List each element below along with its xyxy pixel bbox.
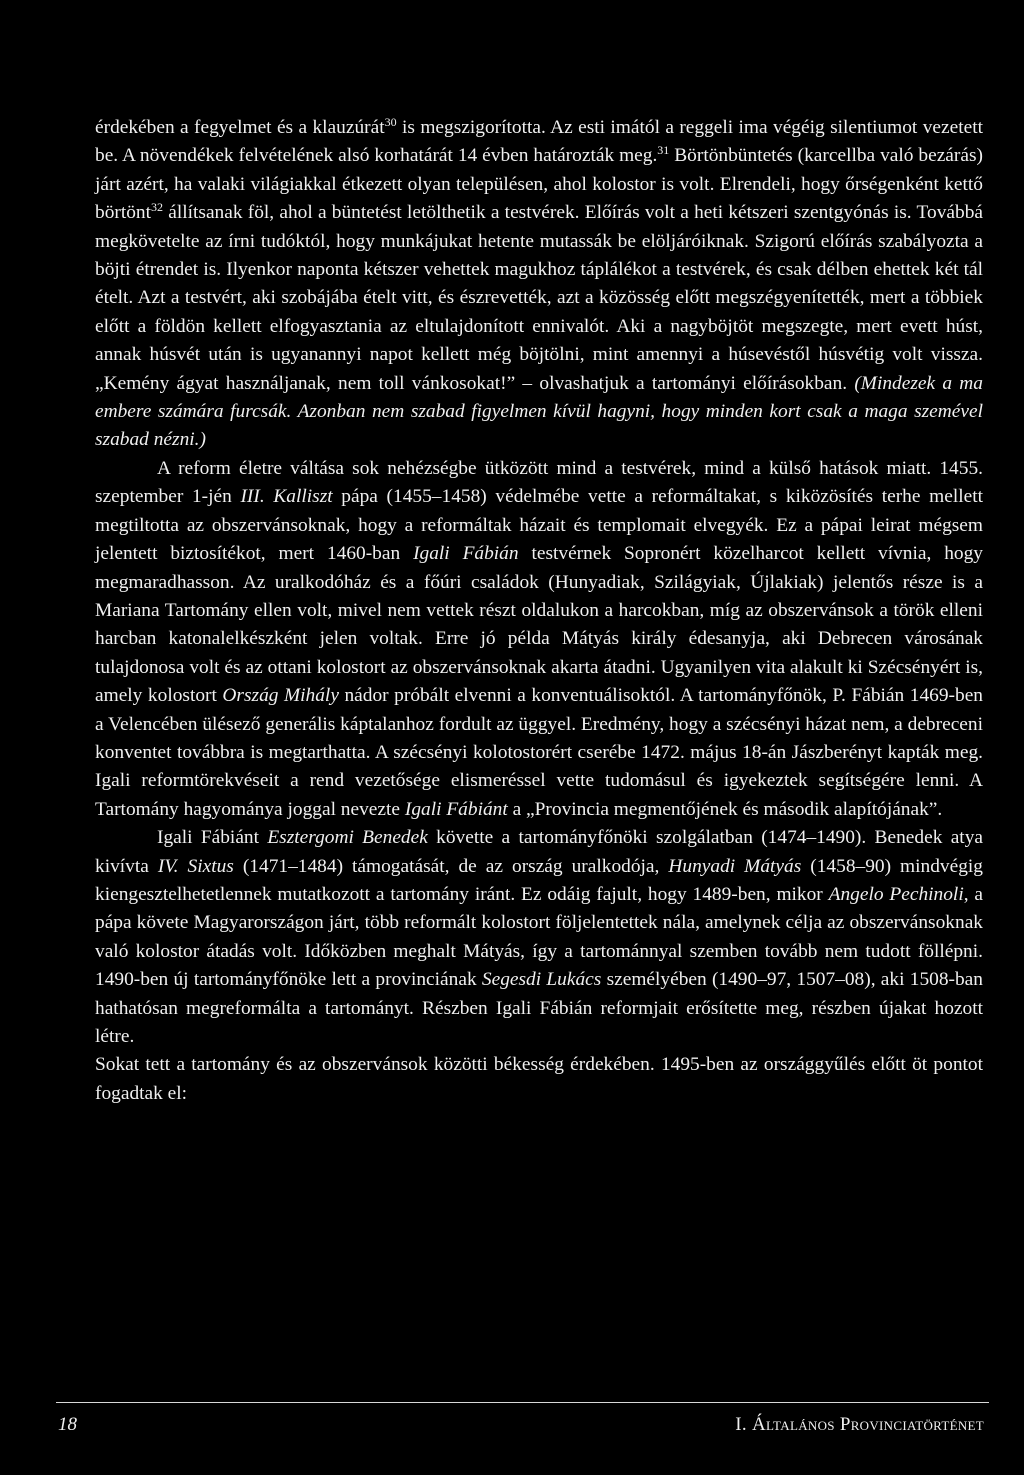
italic-text: IV. Sixtus bbox=[157, 855, 234, 877]
footer-rule bbox=[56, 1402, 989, 1403]
italic-text: Angelo Pechinoli bbox=[828, 883, 964, 905]
text-run: (1471–1484) támogatását, de az ország uralkodója, bbox=[233, 855, 669, 877]
italic-text: Segesdi Lukács bbox=[481, 969, 602, 991]
italic-text: Hunyadi Mátyás bbox=[668, 855, 802, 877]
italic-text: III. Kalliszt bbox=[240, 486, 333, 508]
text-run: , a pápa követe Magyarországon járt, több reformált kolostort följelentettek nála, amelynek célja az obszervánsoknak való kolostor átadás volt. Időközben meghalt Mátyás, így a tartománnyal szemben tovább nem tudott föllépni. 1490-ben új tartományfőnöke lett a provinciának bbox=[95, 883, 984, 991]
text-run: Sokat tett a tartomány és az obszervánsok közötti békesség érdekében. 1495-ben az országgyűlés előtt öt pontot fogadtak el: bbox=[95, 1054, 983, 1104]
footnote-ref: 30 bbox=[384, 114, 397, 129]
running-title: I. Általános Provinciatörténet bbox=[735, 1414, 984, 1435]
italic-text: Ország Mihály bbox=[222, 685, 339, 707]
italic-text: Esztergomi Benedek bbox=[267, 827, 428, 849]
text-run: Börtönbüntetés (karcellba való bezárás) járt azért, ha valaki világiakkal étkezett olyan településen, ahol kolostor is volt. Elrendeli, hogy őrségenként kettő börtönt bbox=[95, 145, 983, 224]
text-run: is megszigorította. Az esti imától a reggeli ima végéig silentiumot vezetett be. A növendékek felvételének alsó korhatárát 14 évben határozták meg. bbox=[95, 117, 983, 167]
text-run: állítsanak föl, ahol a büntetést letölthetik a testvérek. Előírás volt a heti kétszeri szentgyónás is. Továbbá megkövetelte az írni tudóktól, hogy munkájukat hetente mutassák be elöljáróiknak. Szigorú előírás szabályozta a böjti étrendet is. Ilyenkor naponta kétszer vehettek magukhoz táplálékot a testvérek, és csak délben ehettek két tál ételt. Azt a testvért, aki szobájába ételt vitt, és észrevették, azt a közösség előtt megszégyenítették, mert a többiek előtt a földön kellett elfogyasztania az eltulajdonított ennivalót. Aki a nagyböjtöt megszegte, mert evett húst, annak húsvét után is ugyanannyi napot kellett még böjtölni, mint amennyi a húsevéstől húsvétig volt vissza. „Kemény ágyat használjanak, nem toll vánkosokat!” – olvashatjuk a tartományi előírásokban. bbox=[95, 202, 983, 394]
body-text bbox=[95, 114, 983, 1108]
italic-text: Igali Fábiánt bbox=[404, 798, 508, 820]
text-run: (1458–90) mindvégig kiengesztelhetetlennek mutatkozott a tartomány iránt. Ez odáig fajult, hogy 1489-ben, mikor bbox=[95, 855, 983, 905]
paragraph bbox=[95, 824, 983, 1051]
page-number: 18 bbox=[58, 1414, 77, 1435]
paragraph bbox=[95, 114, 983, 455]
italic-text: Igali Fábián bbox=[413, 543, 519, 565]
paragraph bbox=[95, 455, 983, 824]
footnote-ref: 31 bbox=[657, 143, 670, 158]
italic-text: (Mindezek a ma embere számára furcsák. Azonban nem szabad figyelmen kívül hagyni, hogy minden kort csak a maga szemével szabad nézni.) bbox=[95, 372, 984, 451]
text-run: személyében (1490–97, 1507–08), aki 1508-ban hathatósan megreformálta a tartományt. Részben Igali Fábián reformjait erősítette meg, részben újakat hozott létre. bbox=[95, 969, 983, 1047]
footnote-ref: 32 bbox=[151, 200, 164, 215]
paragraph bbox=[95, 1051, 983, 1108]
text-run: érdekében a fegyelmet és a klauzúrát bbox=[95, 117, 385, 138]
text-run: pápa (1455–1458) védelmébe vette a reformáltakat, s kiközösítés terhe mellett megtiltotta az obszervánsoknak, hogy a reformáltak házait és templomait elvegyék. Ez a pápai leirat mégsem jelentett biztosítékot, mert 1460-ban bbox=[95, 486, 983, 565]
text-run: a „Provincia megmentőjének és második alapítójának”. bbox=[507, 798, 943, 820]
text-run: testvérnek Sopronért közelharcot kellett vívnia, hogy megmaradhasson. Az uralkodóház és a főúri családok (Hunyadiak, Szilágyiak, Újlakiak) jelentős része is a Mariana Tartomány ellen volt, mivel nem vettek részt oldalukon a harcokban, míg az obszervánsok a török elleni harcban katonalelkészként jelen voltak. Erre jó példa Mátyás király édesanyja, aki Debrecen városának tulajdonosa volt és az ottani kolostort az obszervánsoknak akarta átadni. Ugyanilyen vita alakult ki Szécsényért is, amely kolostort bbox=[95, 543, 983, 707]
text-run: nádor próbált elvenni a konventuálisoktól. A tartományfőnök, P. Fábián 1469-ben a Velencében ülésező generális káptalanhoz fordult az üggyel. Eredmény, hogy a szécsényi házat nem, a debreceni konventet továbbra is megtarthatta. A szécsényi kolotostorért cserébe 1472. május 18-án Jászberényt kapták meg. Igali reformtörekvéseit a rend vezetősége elismeréssel vette tudomásul és igyekeztek segítségére lenni. A Tartomány hagyománya joggal nevezte bbox=[95, 685, 983, 820]
text-run: A reform életre váltása sok nehézségbe ütközött mind a testvérek, mind a külső hatások miatt. 1455. szeptember 1-jén bbox=[95, 457, 983, 508]
text-run: követte a tartományfőnöki szolgálatban (1474–1490). Benedek atya kivívta bbox=[95, 827, 983, 877]
text-run: Igali Fábiánt bbox=[157, 827, 268, 849]
